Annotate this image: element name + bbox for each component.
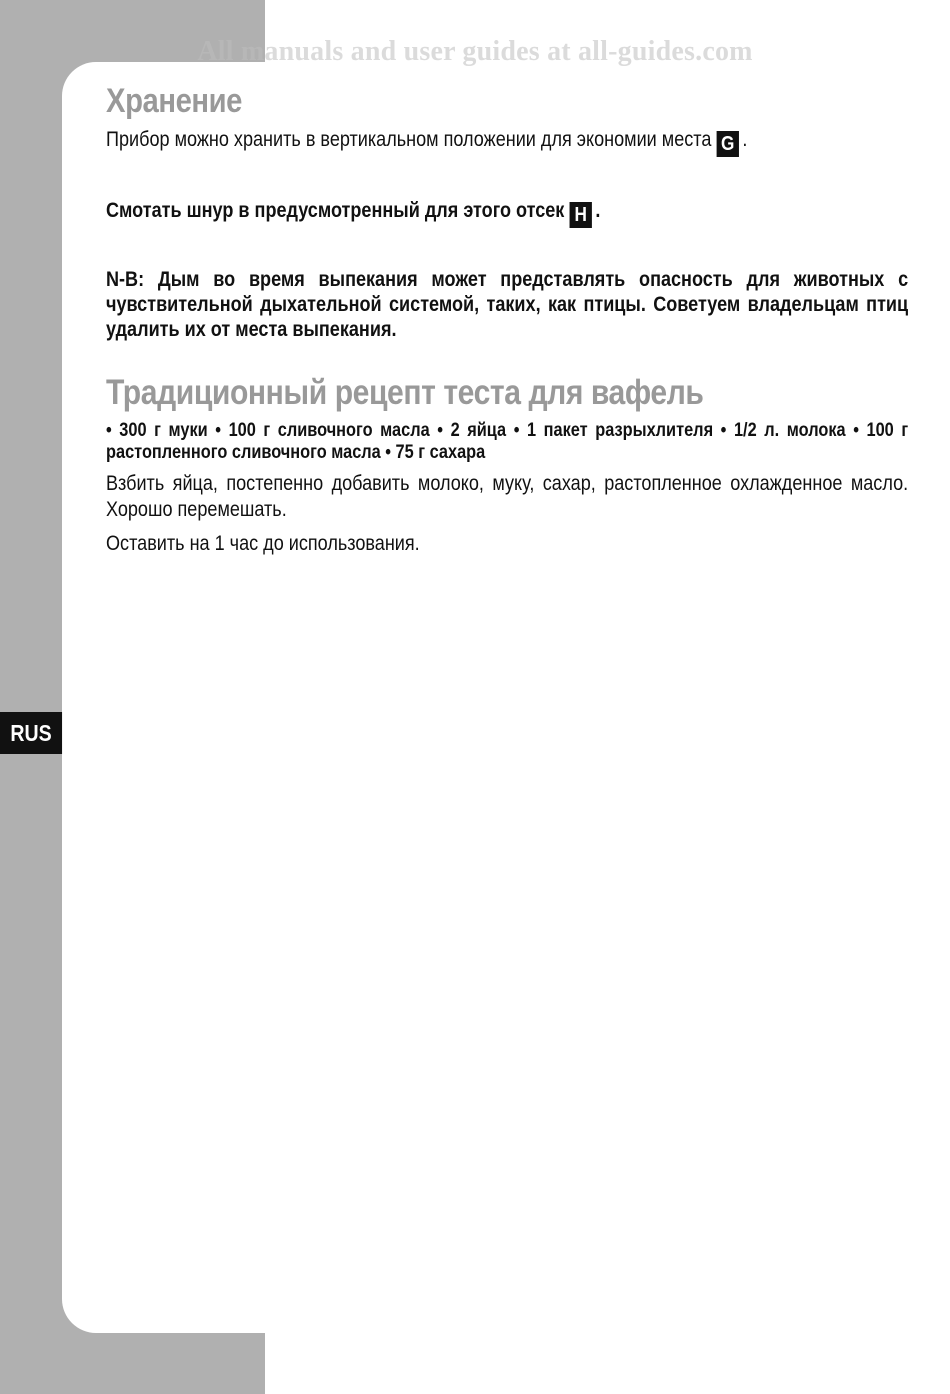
figure-ref-h: H [570,202,592,228]
language-tab: RUS [0,712,62,754]
section-title-recipe: Традиционный рецепт теста для вафель [106,373,704,412]
watermark: All manuals and user guides at all-guides.com [197,36,753,67]
storage-paragraph: Прибор можно хранить в вертикальном положении для экономии места G . [106,128,748,155]
recipe-rest: Оставить на 1 час до использования. [106,532,420,555]
section-title-storage: Хранение [106,82,243,120]
page-content [106,80,908,557]
ingredients-list: • 300 г муки • 100 г сливочного масла • 2 яйца • 1 пакет разрыхлителя • 1/2 л. молока • 100 г растопленного сливочного масла • 75 г сахара [106,420,909,463]
warning-note: N-B: Дым во время выпекания может представлять опасность для животных с чувствительной дыхательной системой, таких, как птицы. Советуем владельцам птиц удалить их от места выпекания. [106,268,909,341]
recipe-method: Взбить яйца, постепенно добавить молоко, муку, сахар, растопленное охлажденное масло. Хорошо перемешать. [106,472,909,521]
cord-instruction: Смотать шнур в предусмотренный для этого отсек H . [106,199,601,226]
figure-ref-g: G [717,131,739,157]
